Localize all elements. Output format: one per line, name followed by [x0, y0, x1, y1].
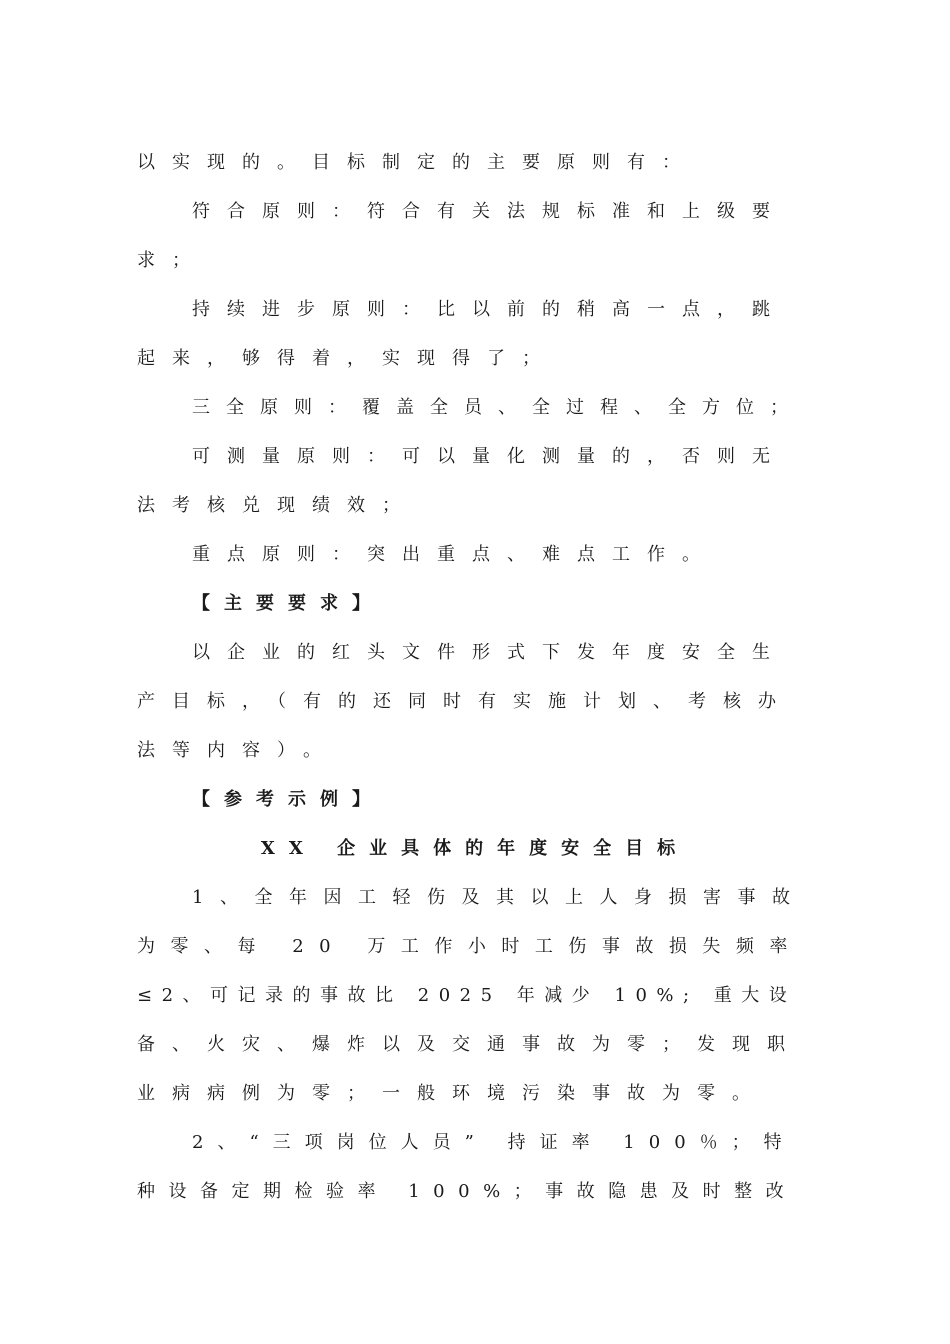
text-line [192, 883, 806, 913]
text-line-content: 为零、每 20 万工作小时工伤事故损失频率 [137, 936, 803, 957]
text-line-content: 种设备定期检验率 100%；事故隐患及时整改 [137, 1181, 798, 1202]
text-line-content: 2、“三项岗位人员” 持证率 100％；特 [192, 1132, 796, 1153]
text-line-content: 重点原则：突出重点、难点工作。 [192, 544, 717, 565]
text-line-content: 求； [137, 250, 207, 271]
text-line [137, 1177, 806, 1207]
text-line-content: 备、火灾、爆炸以及交通事故为零；发现职 [137, 1034, 802, 1055]
text-line-content: 法等内容）。 [137, 740, 338, 761]
example-title: XX 企业具体的年度安全目标 [260, 838, 690, 859]
text-line [192, 1128, 806, 1158]
text-line-content: 三全原则：覆盖全员、全过程、全方位； [192, 397, 804, 418]
text-line-content: 以实现的。目标制定的主要原则有： [137, 152, 697, 173]
text-line [192, 295, 806, 325]
text-line-content: 起来，够得着，实现得了； [137, 348, 557, 369]
section-heading: 【主要要求】 [192, 593, 384, 614]
text-line [137, 246, 806, 276]
text-line-content: 持续进步原则：比以前的稍高一点，跳 [192, 299, 787, 320]
text-line [137, 736, 806, 766]
text-line-content: 可测量原则：可以量化测量的，否则无 [192, 446, 787, 467]
text-line [192, 638, 806, 668]
text-line [137, 1030, 806, 1060]
section-heading: 【参考示例】 [192, 789, 384, 810]
text-line-content: 业病病例为零；一般环境污染事故为零。 [137, 1083, 767, 1104]
text-line [137, 932, 806, 962]
text-line-content: 产目标，（有的还同时有实施计划、考核办 [137, 691, 793, 712]
text-line [192, 393, 806, 423]
text-line [137, 981, 806, 1011]
text-line-content: 法考核兑现绩效； [137, 495, 417, 516]
text-line [137, 491, 806, 521]
text-line-content: 以企业的红头文件形式下发年度安全生 [192, 642, 787, 663]
text-line-content: 1、全年因工轻伤及其以上人身损害事故 [192, 887, 807, 908]
text-line [192, 540, 806, 570]
text-line [137, 1079, 806, 1109]
text-line-content: ≤2、可记录的事故比 2025 年减少 10%; 重大设 [137, 985, 797, 1006]
text-line-content: 符合原则：符合有关法规标准和上级要 [192, 201, 787, 222]
text-line [192, 197, 806, 227]
text-line [137, 148, 806, 178]
text-line [192, 442, 806, 472]
text-line [137, 344, 806, 374]
text-line [137, 687, 806, 717]
